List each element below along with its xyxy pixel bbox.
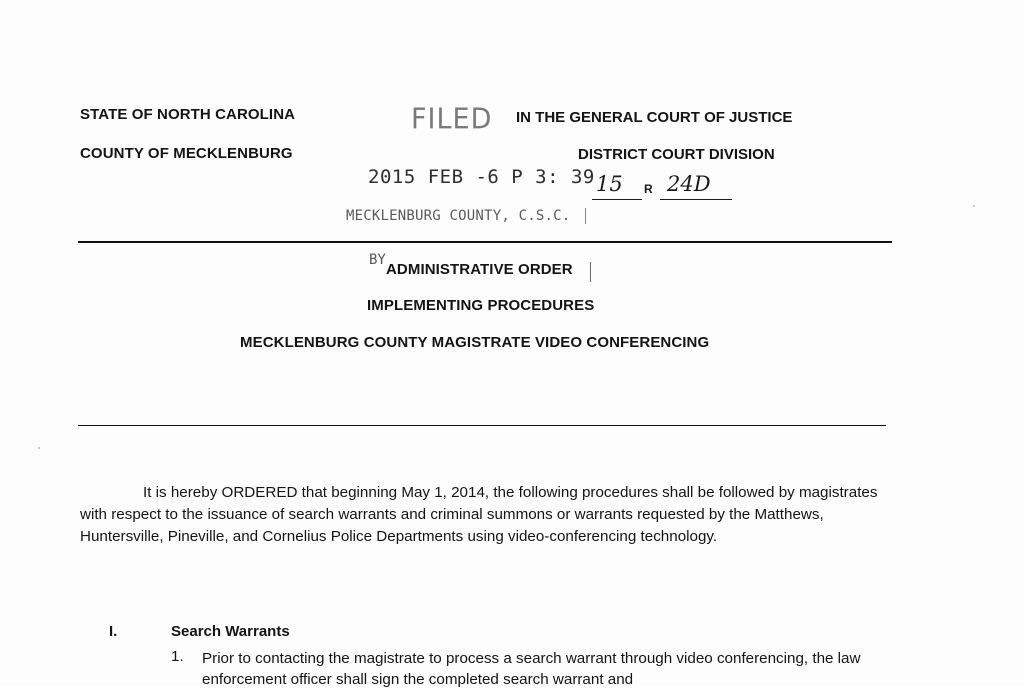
scan-speck: [973, 205, 975, 207]
case-number-sequence: 24D: [667, 172, 711, 196]
order-title: ADMINISTRATIVE ORDER: [386, 261, 573, 278]
filed-stamp: FILED: [411, 103, 493, 136]
caption-division: DISTRICT COURT DIVISION: [578, 146, 775, 163]
case-number-year: 15: [596, 172, 623, 196]
scan-speck: [38, 447, 40, 449]
order-subject: MECKLENBURG COUNTY MAGISTRATE VIDEO CONFERENCING: [240, 334, 710, 351]
caption-court: IN THE GENERAL COURT OF JUSTICE: [516, 109, 793, 126]
case-year-underline: [592, 199, 642, 200]
case-number-letter: R: [644, 182, 653, 196]
stamp-mark: [585, 208, 586, 224]
stamp-by: BY: [369, 252, 386, 268]
caption-divider-bottom: [78, 425, 886, 426]
section-number: I.: [109, 623, 118, 640]
case-number-underline: [660, 199, 732, 200]
order-paragraph: It is hereby ORDERED that beginning May 1, 2014, the following procedures shall be followed by magistrates with respect to the issuance of search warrants and criminal summons or warrants requested by the Matthews, Huntersville, Pineville, and Cornelius Police Departments using video-conferencing technology.: [80, 484, 878, 545]
section-title: Search Warrants: [171, 623, 290, 640]
list-item-text: Prior to contacting the magistrate to process a search warrant through video conferencing, the law enforcement officer shall sign the completed search warrant and: [202, 650, 861, 688]
list-item-number: 1.: [171, 648, 184, 665]
order-subtitle: IMPLEMENTING PROCEDURES: [367, 297, 595, 314]
caption-divider-top: [78, 241, 892, 243]
caption-state: STATE OF NORTH CAROLINA: [80, 106, 296, 123]
county-csc-stamp: MECKLENBURG COUNTY, C.S.C.: [346, 208, 571, 224]
stamp-mark: [590, 262, 591, 282]
caption-county: COUNTY OF MECKLENBURG: [80, 145, 293, 162]
filed-datetime-stamp: 2015 FEB -6 P 3: 39: [368, 166, 595, 188]
